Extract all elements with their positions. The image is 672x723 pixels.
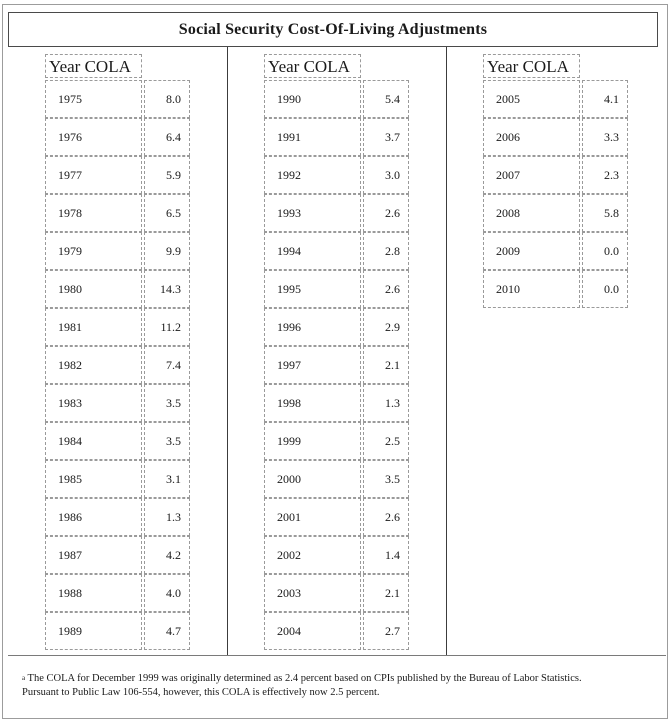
year-cell: 1975: [45, 80, 142, 118]
year-cell: 2004: [264, 612, 361, 650]
cola-cell: 3.5: [363, 460, 409, 498]
year-cell: 1997: [264, 346, 361, 384]
cola-cell: 3.5: [144, 384, 190, 422]
table-row: [264, 156, 409, 194]
cola-cell: 7.4: [144, 346, 190, 384]
table-row: [483, 270, 628, 308]
table-row: [264, 346, 409, 384]
year-cell: 1985: [45, 460, 142, 498]
table-row: [45, 156, 190, 194]
year-cell: 2006: [483, 118, 580, 156]
year-cell: 1981: [45, 308, 142, 346]
column-header: Year COLA: [483, 54, 580, 78]
column-divider: [446, 47, 447, 655]
cola-cell: 2.6: [363, 270, 409, 308]
cola-cell: 2.9: [363, 308, 409, 346]
cola-cell: 1.4: [363, 536, 409, 574]
table-row: [45, 498, 190, 536]
cola-cell: 1.3: [363, 384, 409, 422]
year-cell: 2010: [483, 270, 580, 308]
table-row: [264, 422, 409, 460]
year-cell: 2007: [483, 156, 580, 194]
table-row: [45, 80, 190, 118]
cola-cell: 3.5: [144, 422, 190, 460]
cola-cell: 2.6: [363, 194, 409, 232]
cola-cell: 2.1: [363, 346, 409, 384]
table-row: [264, 536, 409, 574]
cola-cell: 3.7: [363, 118, 409, 156]
year-cell: 1978: [45, 194, 142, 232]
year-cell: 1996: [264, 308, 361, 346]
table-row: [483, 118, 628, 156]
cola-cell: 4.1: [582, 80, 628, 118]
cola-cell: 0.0: [582, 270, 628, 308]
cola-cell: 2.8: [363, 232, 409, 270]
table-row: [264, 80, 409, 118]
year-cell: 1979: [45, 232, 142, 270]
cola-cell: 4.2: [144, 536, 190, 574]
footnote: [22, 672, 652, 700]
table-row: [264, 118, 409, 156]
table-row: [483, 232, 628, 270]
cola-cell: 8.0: [144, 80, 190, 118]
cola-cell: 6.4: [144, 118, 190, 156]
year-cell: 1991: [264, 118, 361, 156]
footnote-mark: a: [22, 674, 26, 682]
table-row: [264, 498, 409, 536]
cola-cell: 5.8: [582, 194, 628, 232]
year-cell: 2005: [483, 80, 580, 118]
table-row: [45, 308, 190, 346]
table-row: [45, 384, 190, 422]
cola-cell: 11.2: [144, 308, 190, 346]
cola-cell: 2.3: [582, 156, 628, 194]
cola-cell: 5.9: [144, 156, 190, 194]
cola-cell: 2.7: [363, 612, 409, 650]
footnote-divider: [8, 655, 666, 656]
table-row: [483, 194, 628, 232]
column-divider: [227, 47, 228, 655]
year-cell: 2008: [483, 194, 580, 232]
cola-cell: 3.3: [582, 118, 628, 156]
cola-cell: 2.5: [363, 422, 409, 460]
cola-cell: 14.3: [144, 270, 190, 308]
table-row: [45, 346, 190, 384]
table-row: [264, 232, 409, 270]
year-cell: 1988: [45, 574, 142, 612]
cola-cell: 2.1: [363, 574, 409, 612]
table-row: [45, 270, 190, 308]
year-cell: 1977: [45, 156, 142, 194]
table-row: [45, 232, 190, 270]
cola-cell: 2.6: [363, 498, 409, 536]
table-row: [45, 612, 190, 650]
cola-cell: 0.0: [582, 232, 628, 270]
year-cell: 1986: [45, 498, 142, 536]
year-cell: 1994: [264, 232, 361, 270]
cola-cell: 3.0: [363, 156, 409, 194]
year-cell: 1989: [45, 612, 142, 650]
year-cell: 1976: [45, 118, 142, 156]
table-row: [45, 574, 190, 612]
year-cell: 1992: [264, 156, 361, 194]
footnote-text-1: The COLA for December 1999 was originally determined as 2.4 percent based on CPIs published by the Bureau of Labor Statistics.: [27, 673, 582, 684]
year-cell: 2000: [264, 460, 361, 498]
year-cell: 1982: [45, 346, 142, 384]
cola-cell: 1.3: [144, 498, 190, 536]
table-row: [264, 460, 409, 498]
table-row: [45, 422, 190, 460]
table-title: Social Security Cost-Of-Living Adjustments: [8, 12, 658, 47]
year-cell: 2001: [264, 498, 361, 536]
column-header: Year COLA: [264, 54, 361, 78]
year-cell: 1980: [45, 270, 142, 308]
table-row: [483, 156, 628, 194]
table-row: [264, 574, 409, 612]
table-row: [483, 80, 628, 118]
table-row: [45, 118, 190, 156]
cola-cell: 5.4: [363, 80, 409, 118]
table-row: [45, 194, 190, 232]
table-row: [45, 460, 190, 498]
column-header: Year COLA: [45, 54, 142, 78]
table-row: [264, 194, 409, 232]
table-row: [264, 612, 409, 650]
year-cell: 1990: [264, 80, 361, 118]
table-row: [264, 308, 409, 346]
year-cell: 1995: [264, 270, 361, 308]
year-cell: 2002: [264, 536, 361, 574]
year-cell: 1987: [45, 536, 142, 574]
cola-cell: 6.5: [144, 194, 190, 232]
table-row: [45, 536, 190, 574]
year-cell: 1983: [45, 384, 142, 422]
year-cell: 2009: [483, 232, 580, 270]
cola-cell: 4.0: [144, 574, 190, 612]
year-cell: 1999: [264, 422, 361, 460]
year-cell: 1984: [45, 422, 142, 460]
year-cell: 1993: [264, 194, 361, 232]
year-cell: 2003: [264, 574, 361, 612]
table-row: [264, 270, 409, 308]
footnote-line-2: Pursuant to Public Law 106-554, however, this COLA is effectively now 2.5 percent.: [22, 687, 380, 698]
table-row: [264, 384, 409, 422]
year-cell: 1998: [264, 384, 361, 422]
cola-cell: 9.9: [144, 232, 190, 270]
cola-cell: 4.7: [144, 612, 190, 650]
footnote-line-1: [22, 672, 652, 686]
cola-cell: 3.1: [144, 460, 190, 498]
